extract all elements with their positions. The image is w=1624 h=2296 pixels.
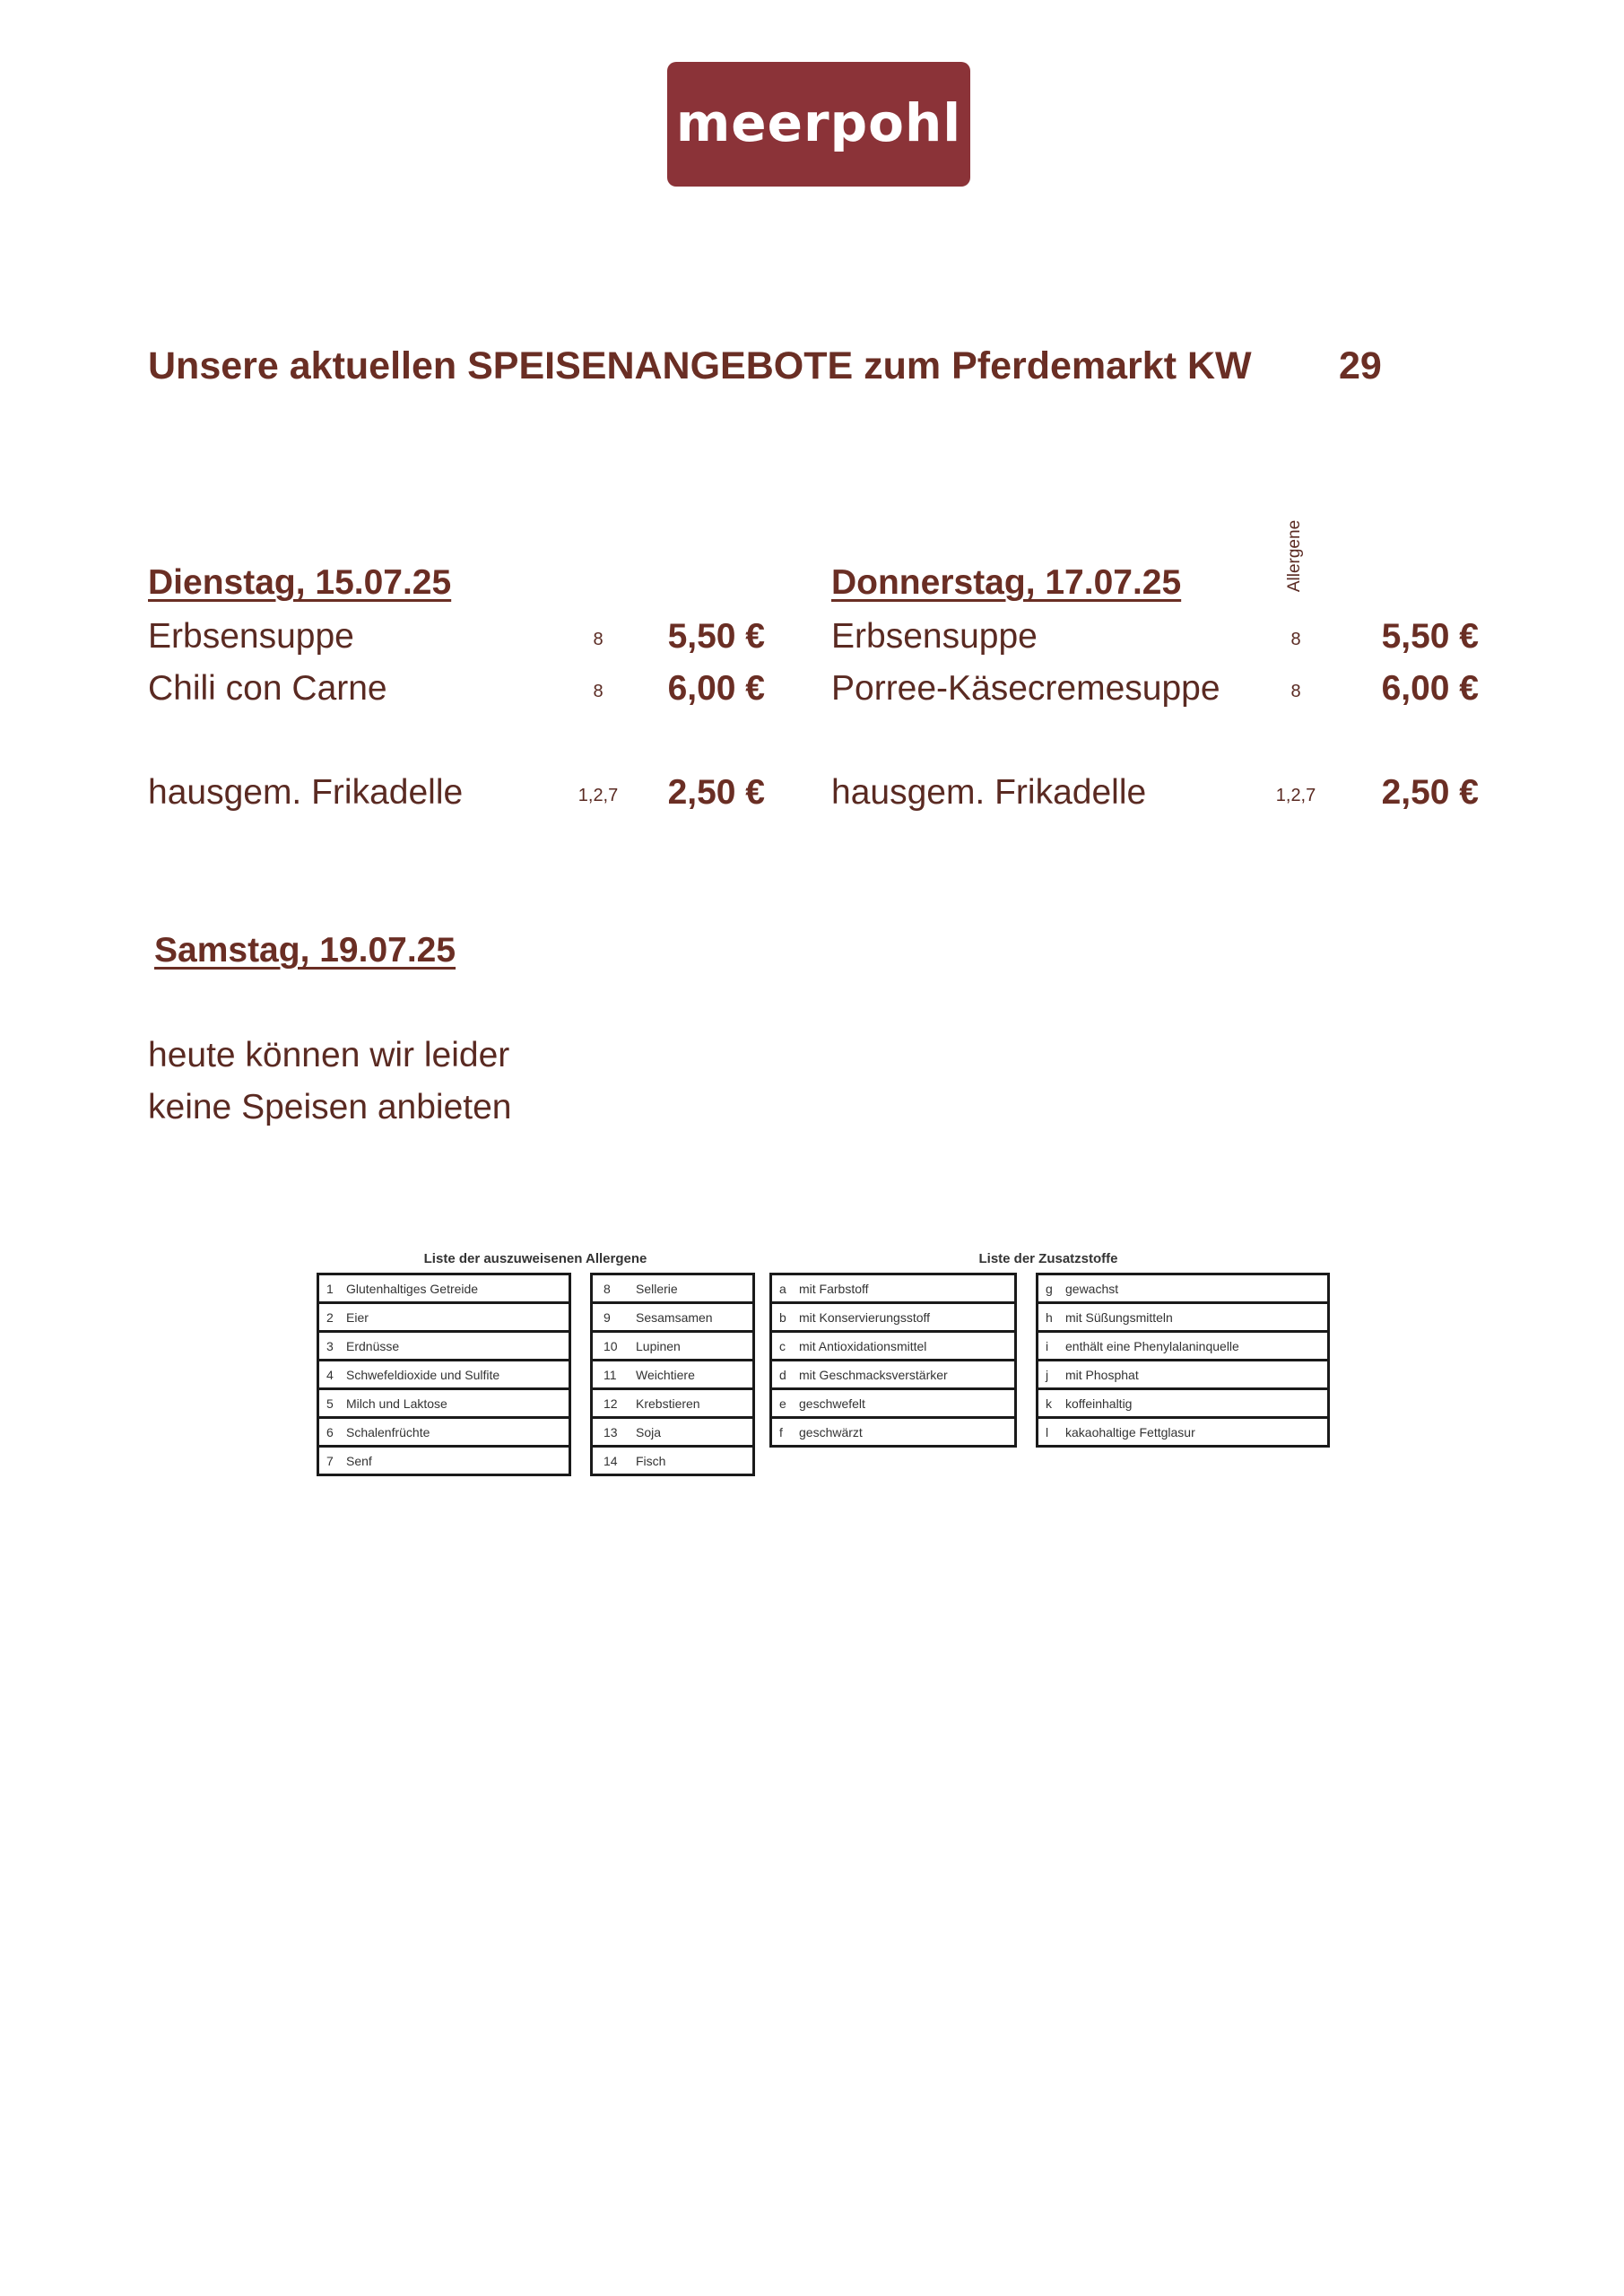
dish-price: 6,00 € <box>1381 669 1479 708</box>
legend-code: i <box>1046 1338 1049 1353</box>
legend-row <box>319 1419 569 1448</box>
page-title: Unsere aktuellen SPEISENANGEBOTE zum Pferdemarkt KW <box>148 344 1252 387</box>
legend-label: koffeinhaltig <box>1065 1396 1133 1411</box>
legend-label: mit Phosphat <box>1065 1367 1139 1382</box>
legend-label: Erdnüsse <box>346 1338 400 1353</box>
legend-row <box>772 1361 1014 1390</box>
legend-label: Lupinen <box>636 1338 681 1353</box>
dish-name: Chili con Carne <box>148 669 387 708</box>
legend-code: 4 <box>326 1367 334 1382</box>
legend-row <box>319 1448 569 1476</box>
dish-price: 2,50 € <box>667 773 765 812</box>
legend-row <box>1038 1361 1327 1390</box>
legend-row <box>319 1304 569 1333</box>
dish-price: 6,00 € <box>667 669 765 708</box>
legend-row <box>772 1419 1014 1448</box>
additives-legend-table-2 <box>1036 1273 1330 1448</box>
legend-row <box>772 1333 1014 1361</box>
dish-name: Porree-Käsecremesuppe <box>831 669 1220 708</box>
additives-legend-title: Liste der Zusatzstoffe <box>978 1251 1118 1266</box>
legend-label: Krebstieren <box>636 1396 700 1411</box>
legend-code: g <box>1046 1281 1053 1296</box>
legend-code: 14 <box>604 1453 618 1468</box>
legend-row <box>593 1333 752 1361</box>
legend-label: gewachst <box>1065 1281 1119 1296</box>
legend-code: 11 <box>604 1367 617 1382</box>
day-title-thursday: Donnerstag, 17.07.25 <box>831 563 1182 602</box>
legend-row <box>593 1361 752 1390</box>
legend-row <box>1038 1419 1327 1448</box>
legend-label: Fisch <box>636 1453 666 1468</box>
legend-code: 13 <box>604 1424 618 1439</box>
legend-label: mit Geschmacksverstärker <box>799 1367 948 1382</box>
legend-label: mit Süßungsmitteln <box>1065 1309 1173 1325</box>
dish-allergens: 8 <box>1290 630 1301 649</box>
brand-logo-text: meerpohl <box>675 91 962 153</box>
legend-row <box>772 1275 1014 1304</box>
legend-label: kakaohaltige Fettglasur <box>1065 1424 1195 1439</box>
legend-code: j <box>1046 1367 1049 1382</box>
legend-label: Weichtiere <box>636 1367 695 1382</box>
dish-name: hausgem. Frikadelle <box>831 773 1147 812</box>
allergen-legend-table-2 <box>590 1273 755 1476</box>
week-number: 29 <box>1339 344 1382 387</box>
allergen-column-header: Allergene <box>1285 519 1304 593</box>
legend-label: Sesamsamen <box>636 1309 713 1325</box>
dish-allergens: 1,2,7 <box>578 786 619 805</box>
legend-label: mit Farbstoff <box>799 1281 869 1296</box>
legend-label: mit Antioxidationsmittel <box>799 1338 927 1353</box>
legend-row <box>1038 1390 1327 1419</box>
legend-label: Glutenhaltiges Getreide <box>346 1281 479 1296</box>
saturday-notice-line2: keine Speisen anbieten <box>148 1088 512 1126</box>
legend-row <box>772 1304 1014 1333</box>
allergen-legend-table-1 <box>317 1273 571 1476</box>
legend-code: 10 <box>604 1338 618 1353</box>
legend-code: 3 <box>326 1338 334 1353</box>
legend-code: 2 <box>326 1309 334 1325</box>
legend-code: 8 <box>604 1281 611 1296</box>
legend-code: a <box>779 1281 786 1296</box>
legend-code: e <box>779 1396 786 1411</box>
legend-row <box>772 1390 1014 1419</box>
dish-price: 5,50 € <box>667 617 765 656</box>
legend-row <box>593 1275 752 1304</box>
legend-row <box>1038 1333 1327 1361</box>
legend-code: 7 <box>326 1453 334 1468</box>
legend-label: Schalenfrüchte <box>346 1424 430 1439</box>
day-title-tuesday: Dienstag, 15.07.25 <box>148 563 452 602</box>
legend-label: Senf <box>346 1453 372 1468</box>
legend-code: 1 <box>326 1281 334 1296</box>
legend-code: 5 <box>326 1396 334 1411</box>
legend-row <box>319 1333 569 1361</box>
legend-row <box>319 1275 569 1304</box>
dish-name: hausgem. Frikadelle <box>148 773 464 812</box>
legend-code: f <box>779 1424 783 1439</box>
legend-row <box>593 1304 752 1333</box>
legend-row <box>319 1361 569 1390</box>
dish-name: Erbsensuppe <box>148 617 354 656</box>
dish-price: 2,50 € <box>1381 773 1479 812</box>
day-title-saturday: Samstag, 19.07.25 <box>154 931 456 970</box>
legend-code: c <box>779 1338 786 1353</box>
legend-label: geschwefelt <box>799 1396 865 1411</box>
legend-code: d <box>779 1367 786 1382</box>
legend-row <box>593 1419 752 1448</box>
dish-allergens: 1,2,7 <box>1275 786 1316 805</box>
dish-price: 5,50 € <box>1381 617 1479 656</box>
dish-allergens: 8 <box>593 630 604 649</box>
legend-label: Sellerie <box>636 1281 678 1296</box>
legend-code: 12 <box>604 1396 618 1411</box>
legend-code: b <box>779 1309 786 1325</box>
additives-legend-table-1 <box>769 1273 1017 1448</box>
legend-label: enthält eine Phenylalaninquelle <box>1065 1338 1239 1353</box>
dish-name: Erbsensuppe <box>831 617 1038 656</box>
legend-row <box>593 1390 752 1419</box>
legend-code: k <box>1046 1396 1052 1411</box>
allergen-legend-title: Liste der auszuweisenen Allergene <box>423 1251 647 1266</box>
legend-row <box>1038 1275 1327 1304</box>
legend-label: Milch und Laktose <box>346 1396 447 1411</box>
legend-code: h <box>1046 1309 1053 1325</box>
legend-row <box>593 1448 752 1476</box>
saturday-notice-line1: heute können wir leider <box>148 1036 510 1074</box>
brand-logo <box>667 62 970 187</box>
legend-label: Eier <box>346 1309 369 1325</box>
legend-code: 9 <box>604 1309 611 1325</box>
legend-label: geschwärzt <box>799 1424 863 1439</box>
dish-allergens: 8 <box>1290 682 1301 701</box>
legend-code: l <box>1046 1424 1049 1439</box>
legend-row <box>319 1390 569 1419</box>
dish-allergens: 8 <box>593 682 604 701</box>
legend-label: Soja <box>636 1424 662 1439</box>
legend-label: mit Konservierungsstoff <box>799 1309 931 1325</box>
legend-code: 6 <box>326 1424 334 1439</box>
legend-row <box>1038 1304 1327 1333</box>
legend-label: Schwefeldioxide und Sulfite <box>346 1367 500 1382</box>
